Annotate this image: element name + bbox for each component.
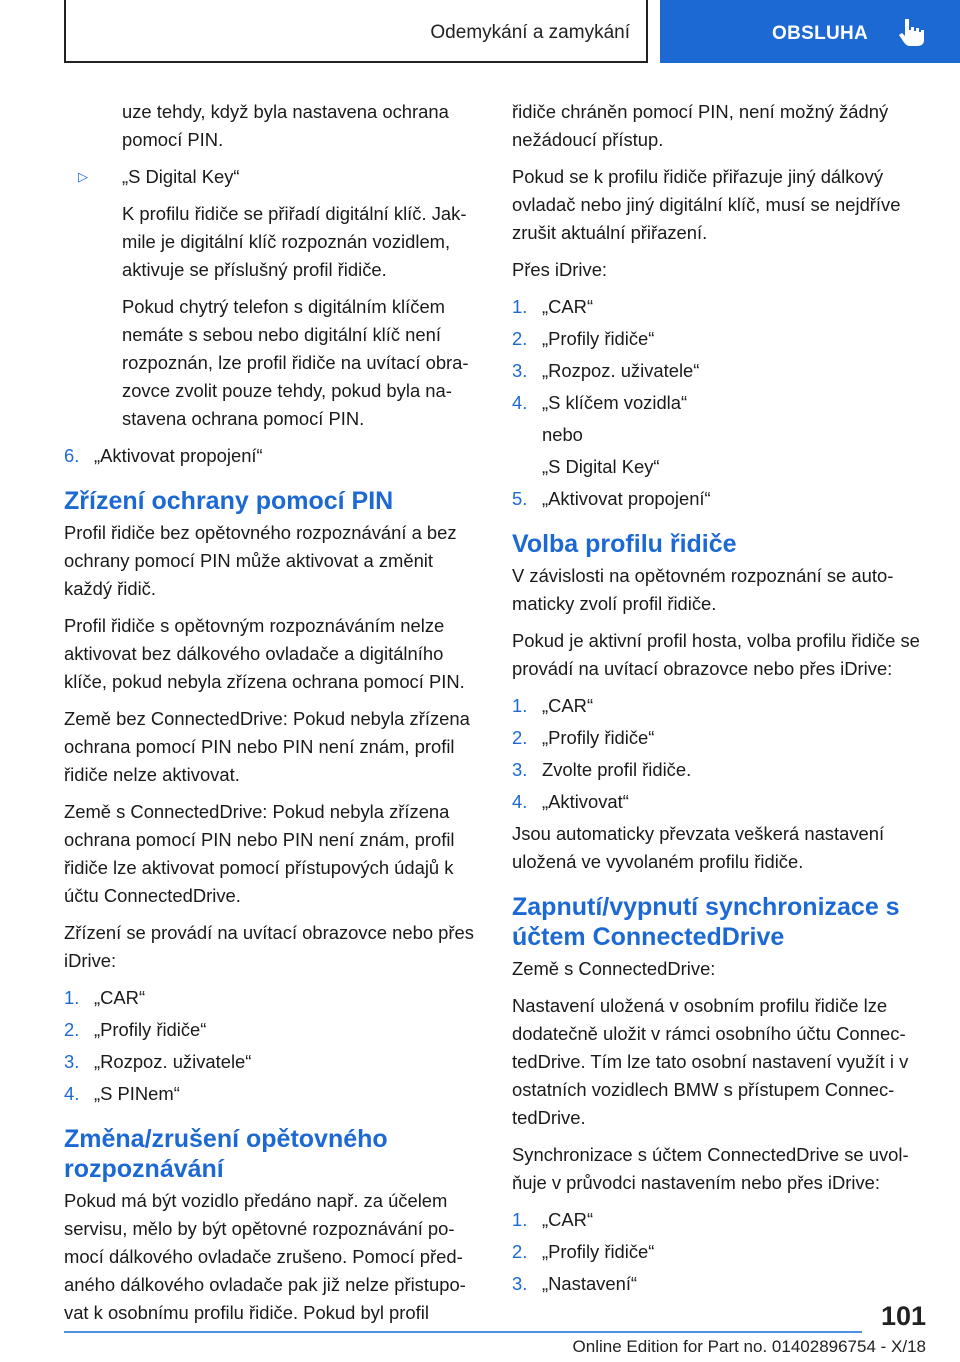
paragraph: Pokud se k profilu řidiče přiřazuje jiný dálkový ovladač nebo jiný digitální klíč, musí se nejdříve zrušit aktuální přiřazení. (512, 166, 901, 243)
list-text: „Aktivovat propojení“ (542, 488, 711, 509)
section-title: Odemykání a zamykání (430, 22, 630, 43)
list-text: „CAR“ (542, 695, 594, 716)
paragraph: Země bez ConnectedDrive: Pokud nebyla zřízena ochrana pomocí PIN nebo PIN není znám, profil řidiče nelze aktivovat. (64, 708, 470, 785)
list-continuation: „S Digital Key“ (542, 456, 660, 477)
chapter-tab-label: OBSLUHA (772, 23, 869, 44)
list-text: „Rozpoz. uživatele“ (94, 1051, 252, 1072)
list-text: „Profily řidiče“ (94, 1019, 207, 1040)
paragraph: K profilu řidiče se přiřadí digitální klíč. Jakmile je digitální klíč rozpoznán vozidlem, aktivuje se příslušný profil řidiče. (122, 203, 467, 280)
list-number: 1. (512, 296, 528, 317)
paragraph: uze tehdy, když byla nastavena ochrana pomocí PIN. (122, 101, 449, 150)
left-column (64, 98, 484, 1336)
paragraph: V závislosti na opětovném rozpoznání se automaticky zvolí profil řidiče. (512, 565, 894, 614)
paragraph: Země s ConnectedDrive: Pokud nebyla zřízena ochrana pomocí PIN nebo PIN není znám, profil řidiče lze aktivovat pomocí přístupových údajů k účtu ConnectedDrive. (64, 801, 455, 906)
list-item (64, 442, 484, 470)
list-text: „CAR“ (542, 1209, 594, 1230)
footer-divider (64, 1331, 862, 1333)
list-text: „CAR“ (542, 296, 594, 317)
list-continuation: nebo (542, 424, 583, 445)
list-text: „Aktivovat propojení“ (94, 445, 263, 466)
list-number: 5. (512, 488, 528, 509)
list-number: 2. (512, 328, 528, 349)
list-number: 2. (512, 727, 528, 748)
list-text: „Nastavení“ (542, 1273, 638, 1294)
list-item (512, 788, 932, 816)
list-number: 3. (512, 759, 528, 780)
right-column (512, 98, 932, 1302)
paragraph: řidiče chráněn pomocí PIN, není možný žádný nežádoucí přístup. (512, 101, 889, 150)
list-item (512, 692, 932, 720)
section-heading: Změna/zrušení opětovného rozpoznávání (64, 1125, 388, 1183)
list-item (512, 724, 932, 752)
list-text: „Aktivovat“ (542, 791, 629, 812)
paragraph: Pokud chytrý telefon s digitálním klíčem nemáte s sebou nebo digitální klíč není rozpoznán, lze profil řidiče na uvítací obrazovce zvolit pouze tehdy, pokud byla nastavena ochrana pomocí PIN. (122, 296, 469, 429)
list-text: „Rozpoz. uživatele“ (542, 360, 700, 381)
page-number: 101 (880, 1301, 926, 1331)
chapter-tab[interactable] (660, 0, 960, 63)
paragraph: Země s ConnectedDrive: (512, 958, 716, 979)
paragraph: Profil řidiče s opětovným rozpoznáváním nelze aktivovat bez dálkového ovladače a digitálního klíče, pokud nebyla zřízena ochrana pomocí PIN. (64, 615, 465, 692)
footer-edition: Online Edition for Part no. 01402896754 - X/18 (572, 1337, 926, 1356)
header-bar (64, 0, 648, 63)
list-item (512, 1270, 932, 1298)
sub-item-title: „S Digital Key“ (122, 166, 240, 187)
list-item (512, 485, 932, 513)
list-text: „Profily řidiče“ (542, 328, 655, 349)
paragraph: Pokud je aktivní profil hosta, volba profilu řidiče se provádí na uvítací obrazovce nebo přes iDrive: (512, 630, 920, 679)
list-number: 4. (64, 1083, 80, 1104)
list-number: 6. (64, 445, 80, 466)
list-item (512, 325, 932, 353)
list-number: 1. (512, 695, 528, 716)
triangle-bullet-icon: ▷ (78, 169, 88, 184)
paragraph: Pokud má být vozidlo předáno např. za účelem servisu, mělo by být opětovné rozpoznávání pomocí dálkového ovladače zrušeno. Pomocí předaného dálkového ovladače pak již nelze přistupovat k osobnímu profilu řidiče. Pokud byl profil (64, 1190, 466, 1323)
list-item (512, 357, 932, 385)
list-number: 1. (64, 987, 80, 1008)
list-number: 3. (64, 1051, 80, 1072)
paragraph: Jsou automaticky převzata veškerá nastavení uložená ve vyvolaném profilu řidiče. (512, 823, 885, 872)
list-item (512, 389, 932, 417)
list-item (64, 1080, 484, 1108)
touch-hand-icon (896, 16, 926, 48)
list-number: 4. (512, 392, 528, 413)
list-text: „S PINem“ (94, 1083, 180, 1104)
section-heading: Zřízení ochrany pomocí PIN (64, 487, 394, 515)
paragraph: Přes iDrive: (512, 259, 608, 280)
list-item (512, 756, 932, 784)
list-text: „S klíčem vozidla“ (542, 392, 688, 413)
paragraph: Zřízení se provádí na uvítací obrazovce nebo přes iDrive: (64, 922, 474, 971)
list-number: 4. (512, 791, 528, 812)
list-number: 1. (512, 1209, 528, 1230)
list-number: 3. (512, 1273, 528, 1294)
list-text: „CAR“ (94, 987, 146, 1008)
list-item (512, 1206, 932, 1234)
paragraph: Synchronizace s účtem ConnectedDrive se uvolňuje v průvodci nastavením nebo přes iDrive: (512, 1144, 909, 1193)
section-heading: Volba profilu řidiče (512, 530, 737, 558)
list-text: „Profily řidiče“ (542, 727, 655, 748)
paragraph: Profil řidiče bez opětovného rozpoznávání a bez ochrany pomocí PIN může aktivovat a změnit každý řidič. (64, 522, 457, 599)
list-number: 2. (64, 1019, 80, 1040)
list-item (64, 984, 484, 1012)
list-number: 3. (512, 360, 528, 381)
list-item (64, 1048, 484, 1076)
list-number: 2. (512, 1241, 528, 1262)
list-text: „Profily řidiče“ (542, 1241, 655, 1262)
list-text: Zvolte profil řidiče. (542, 759, 692, 780)
list-item (512, 293, 932, 321)
list-item (64, 1016, 484, 1044)
paragraph: Nastavení uložená v osobním profilu řidiče lze dodatečně uložit v rámci osobního účtu ConnectedDrive. Tím lze tato osobní nastavení využít i v ostatních vozidlech BMW s přístupem ConnectedDrive. (512, 995, 909, 1128)
list-item (512, 1238, 932, 1266)
sub-list-item (64, 163, 484, 191)
section-heading: Zapnutí/vypnutí synchronizace s účtem ConnectedDrive (512, 893, 900, 951)
